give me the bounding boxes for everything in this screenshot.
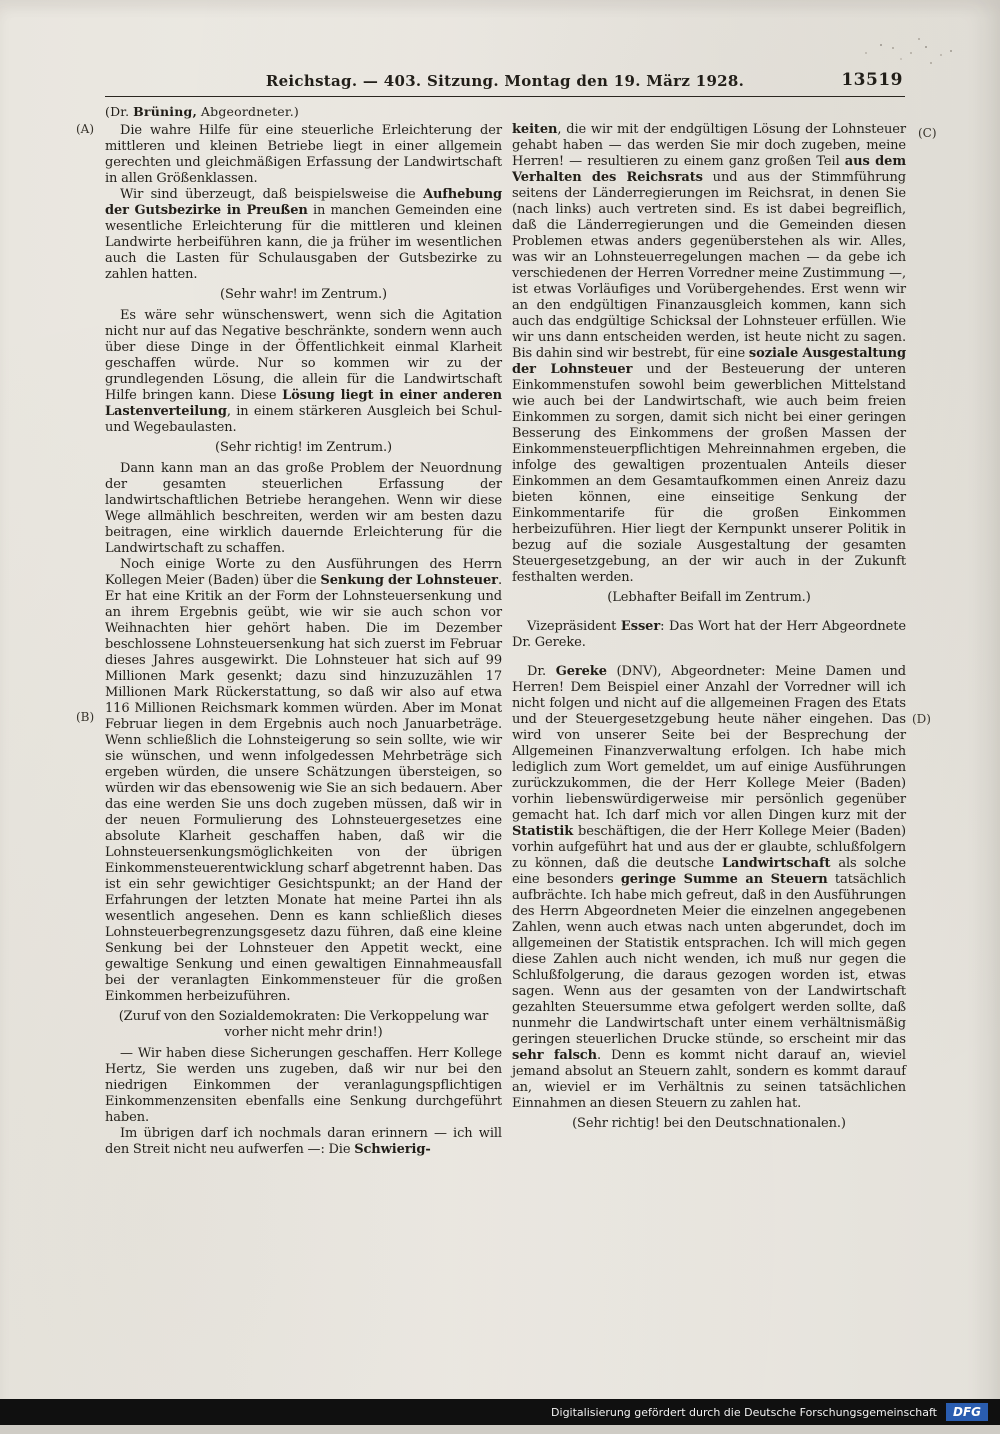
paragraph bbox=[105, 1126, 502, 1158]
column-right bbox=[512, 122, 906, 1137]
emphasized-text: sehr falsch bbox=[512, 1048, 597, 1063]
paragraph bbox=[512, 122, 906, 586]
text-run: Dann kann man an das große Problem der Neuordnung der gesamten steuerlichen Erfassung der landwirtschaftlichen Betriebe herangehen. Wenn wir diese Wege allmählich beschreiten, werden wir am besten dazu beitragen, eine wirklich dauernde Erleichterung für die Landwirtschaft zu schaffen. bbox=[105, 461, 502, 556]
paragraph bbox=[105, 557, 502, 1005]
paragraph bbox=[105, 123, 502, 187]
text-run: als solche eine besonders bbox=[512, 856, 906, 887]
column-left bbox=[105, 104, 502, 1158]
interjection bbox=[105, 1009, 502, 1041]
text-run: Dr. bbox=[527, 664, 556, 679]
emphasized-text: Schwierig- bbox=[354, 1142, 431, 1157]
paragraph bbox=[105, 1046, 502, 1126]
text-run: (Dr. bbox=[105, 104, 134, 119]
page-number: 13519 bbox=[841, 70, 903, 90]
text-run: (DNV), Abgeordneter: Meine Damen und Herren! Dem Beispiel einer Anzahl der Vorredner will ich nicht folgen und nicht auf die allgemeinen Fragen des Etats und der Steuergesetzgebung heute näher eingehen. Das wird von unserer Seite bei der Besprechung der Allgemeinen Finanzverwaltung erfolgen. Ich habe mich lediglich zum Wort gemeldet, um auf einige Ausführungen zurückzukommen, die der Herr Kollege Meier (Baden) vorhin liebenswürdigerweise mir persönlich gegenüber gemacht hat. Ich darf mich vor allen Dingen kurz mit der bbox=[512, 664, 907, 823]
text-run: in manchen Gemeinden eine wesentliche Erleichterung für die mittleren und kleinen Landwirte herbeiführen kann, die ja früher im wesentlichen auch die Lasten für Schulausgaben der Gutsbezirke zu zahlen hatten. bbox=[105, 203, 502, 282]
emphasized-text: geringe Summe an Steuern bbox=[620, 872, 828, 887]
emphasized-text: keiten bbox=[512, 122, 558, 137]
digitization-footer bbox=[0, 1399, 1000, 1425]
interjection bbox=[105, 440, 502, 456]
interjection bbox=[512, 1116, 906, 1132]
margin-marker-a: (A) bbox=[76, 122, 95, 136]
interjection bbox=[105, 287, 502, 303]
paragraph bbox=[512, 664, 906, 1112]
margin-marker-c: (C) bbox=[918, 126, 937, 140]
text-run: , in einem stärkeren Ausgleich bei Schul- und Wegebaulasten. bbox=[105, 404, 502, 435]
text-run: Abgeordneter.) bbox=[197, 104, 299, 119]
emphasized-text: Brüning, bbox=[133, 104, 198, 119]
interjection bbox=[512, 590, 906, 606]
margin-marker-d: (D) bbox=[912, 712, 931, 726]
text-run: (Sehr wahr! im Zentrum.) bbox=[220, 287, 387, 302]
emphasized-text: Landwirtschaft bbox=[721, 856, 831, 871]
text-run: : Das Wort hat der Herr Abgeordnete Dr. Gereke. bbox=[512, 619, 906, 650]
paragraph bbox=[105, 461, 502, 557]
text-run: Vizepräsident bbox=[527, 619, 621, 634]
emphasized-text: aus dem Verhalten des Reichsrats bbox=[512, 154, 906, 185]
text-run: Noch einige Worte zu den Ausführungen des Herrn Kollegen Meier (Baden) über die bbox=[105, 557, 502, 588]
text-run: (Zuruf von den Sozialdemokraten: Die Verkoppelung war vorher nicht mehr drin!) bbox=[118, 1009, 489, 1040]
page-bottom-edge bbox=[0, 1425, 1000, 1434]
text-run: und aus der Stimmführung seitens der Länderregierungen im Reichsrat, in denen Sie (nach links) auch vertreten sind. Es ist dabei begreiflich, daß die Länderregierungen und die Gemeinden diesen Problemen etwas anders gegenüberstehen als wir. Alles, was wir an Lohnsteuerregelungen machen — da gebe ich verschiedenen der Herren Vorredner meine Zustimmung —, ist etwas Vorläufiges und Vorübergehendes. Erst wenn wir an den endgültigen Finanzausgleich kommen, kann sich auch das endgültige Schicksal der Lohnsteuer erfüllen. Wie wir uns dann entscheiden werden, ist heute nicht zu sagen. Bis dahin sind wir bestrebt, für eine bbox=[512, 170, 906, 361]
text-run: (Sehr richtig! bei den Deutschnationalen.) bbox=[572, 1116, 846, 1131]
paragraph bbox=[105, 187, 502, 283]
paragraph bbox=[105, 308, 502, 436]
text-run: (Lebhafter Beifall im Zentrum.) bbox=[607, 590, 811, 605]
dfg-logo: DFG bbox=[946, 1403, 988, 1421]
emphasized-text: Gereke bbox=[555, 664, 607, 679]
emphasized-text: Esser bbox=[620, 619, 661, 634]
digitization-credit: Digitalisierung gefördert durch die Deutsche Forschungsgemeinschaft bbox=[551, 1405, 937, 1419]
text-run: beschäftigen, die der Herr Kollege Meier (Baden) vorhin aufgeführt hat und aus der er glaubte, schlußfolgern zu können, daß die deutsche bbox=[512, 824, 906, 871]
emphasized-text: Senkung der Lohnsteuer bbox=[320, 573, 498, 588]
text-run: . Denn es kommt nicht darauf an, wieviel jemand absolut an Steuern zahlt, sondern es kommt darauf an, wieviel er im Verhältnis zu seinen tatsächlichen Einnahmen an diesen Steuern zu zahlen hat. bbox=[512, 1048, 906, 1111]
text-run: . Er hat eine Kritik an der Form der Lohnsteuersenkung und an ihrem Ergebnis geübt, wie wir sie auch schon vor Weihnachten hier gehört haben. Die im Dezember beschlossene Lohnsteuersenkung hat sich zuerst im Februar dieses Jahres ausgewirkt. Die Lohnsteuer hat sich auf 99 Millionen Mark gesenkt; dazu sind hinzuzuzählen 17 Millionen Mark Rückerstattung, so daß wir also auf etwa 116 Millionen Reichsmark kommen würden. Aber im Monat Februar liegen in dem Ergebnis auch noch Januarbeträge. Wenn schließlich die Lohnsteigerung so sein sollte, wie wir sie wünschen, und wenn infolgedessen Mehrbeträge sich ergeben würden, die unsere Schätzungen übersteigen, so würden wir das ebensowenig wie Sie an sich bedauern. Aber das eine werden Sie uns doch zugeben müssen, daß wir in der neuen Formulierung des Lohnsteuergesetzes eine absolute Klarheit geschaffen haben, daß wir die Lohnsteuersenkungsmöglichkeiten von der übrigen Einkommensteuerentwicklung scharf abgetrennt haben. Das ist ein sehr gewichtiger Gesichtspunkt; an der Hand der Erfahrungen der letzten Monate hat meine Partei ihn als wesentlich angesehen. Denn es kann schließlich dieses Lohnsteuerbegrenzungsgesetz dazu führen, daß eine kleine Senkung bei der Lohnsteuer den Appetit weckt, eine gewaltige Senkung und einen gewaltigen Einnahmeausfall bei der veranlagten Einkommensteuer für die großen Einkommen herbeizuführen. bbox=[105, 573, 502, 1004]
paragraph bbox=[105, 104, 502, 120]
text-run: , die wir mit der endgültigen Lösung der Lohnsteuer gehabt haben — das werden Sie mir doch zugeben, meine Herren! — resultieren zu einem ganz großen Teil bbox=[512, 122, 906, 169]
text-run: (Sehr richtig! im Zentrum.) bbox=[215, 440, 392, 455]
page-title: Reichstag. — 403. Sitzung. Montag den 19. März 1928. bbox=[265, 72, 745, 90]
text-run: — Wir haben diese Sicherungen geschaffen. Herr Kollege Hertz, Sie werden uns zugeben, daß wir nur bei den niedrigen Einkommen der veranlagungspflichtigen Einkommenzensiten ebenfalls eine Senkung durchgeführt haben. bbox=[105, 1046, 502, 1125]
margin-marker-b: (B) bbox=[76, 710, 95, 724]
emphasized-text: Aufhebung der Gutsbezirke in Preußen bbox=[105, 187, 502, 218]
text-run: Die wahre Hilfe für eine steuerliche Erleichterung der mittleren und kleinen Betriebe liegt in einer allgemein gerechten und gleichmäßigen Erfassung der Landwirtschaft in allen Größenklassen. bbox=[105, 123, 502, 186]
text-run: Im übrigen darf ich nochmals daran erinnern — ich will den Streit nicht neu aufwerfen —: Die bbox=[105, 1126, 502, 1157]
page-header bbox=[105, 70, 905, 97]
emphasized-text: Lösung liegt in einer anderen Lastenverteilung bbox=[105, 388, 502, 419]
text-run: und der Besteuerung der unteren Einkommenstufen sowohl beim gewerblichen Mittelstand wie auch bei der Landwirtschaft, wie auch beim freien Einkommen zu sorgen, damit sich nicht bei einer geringen Besserung des Einkommens der großen Massen der Einkommensteuerpflichtigen Mehreinnahmen ergeben, die infolge des gewaltigen prozentualen Anteils dieser Einkommen an dem Gesamtaufkommen einen Anreiz dazu bieten können, eine einseitige Senkung der Einkommentarife für die großen Einkommen herbeizuführen. Hier liegt der Kernpunkt unserer Politik in bezug auf die soziale Ausgestaltung der gesamten Steuergesetzgebung, an der wir auch in der Zukunft festhalten werden. bbox=[512, 362, 906, 585]
paragraph bbox=[512, 619, 906, 651]
emphasized-text: soziale Ausgestaltung der Lohnsteuer bbox=[512, 346, 906, 377]
text-run: Es wäre sehr wünschenswert, wenn sich die Agitation nicht nur auf das Negative beschränkte, sondern wenn auch über diese Dinge in der Öffentlichkeit einmal Klarheit geschaffen würde. Nur so kommen wir zu der grundlegenden Lösung, die allein für die Landwirtschaft Hilfe bringen kann. Diese bbox=[105, 308, 502, 403]
emphasized-text: Statistik bbox=[512, 824, 574, 839]
scan-artifact bbox=[880, 44, 882, 46]
text-run: Wir sind überzeugt, daß beispielsweise die bbox=[120, 187, 423, 202]
text-run: tatsächlich aufbrächte. Ich habe mich gefreut, daß in den Ausführungen des Herrn Abgeordneten Meier die einzelnen angegebenen Zahlen, wenn auch etwas nach unten abgerundet, doch im allgemeinen der Statistik entsprachen. Ich will mich gegen diese Zahlen auch nicht wenden, ich muß nur gegen die Schlußfolgerung, die daraus gezogen worden ist, etwas sagen. Wenn aus der gesamten von der Landwirtschaft gezahlten Steuersumme etwa gefolgert werden sollte, daß nunmehr die Landwirtschaft unter einem verhältnismäßig geringen steuerlichen Drucke stünde, so erscheint mir das bbox=[512, 872, 906, 1047]
